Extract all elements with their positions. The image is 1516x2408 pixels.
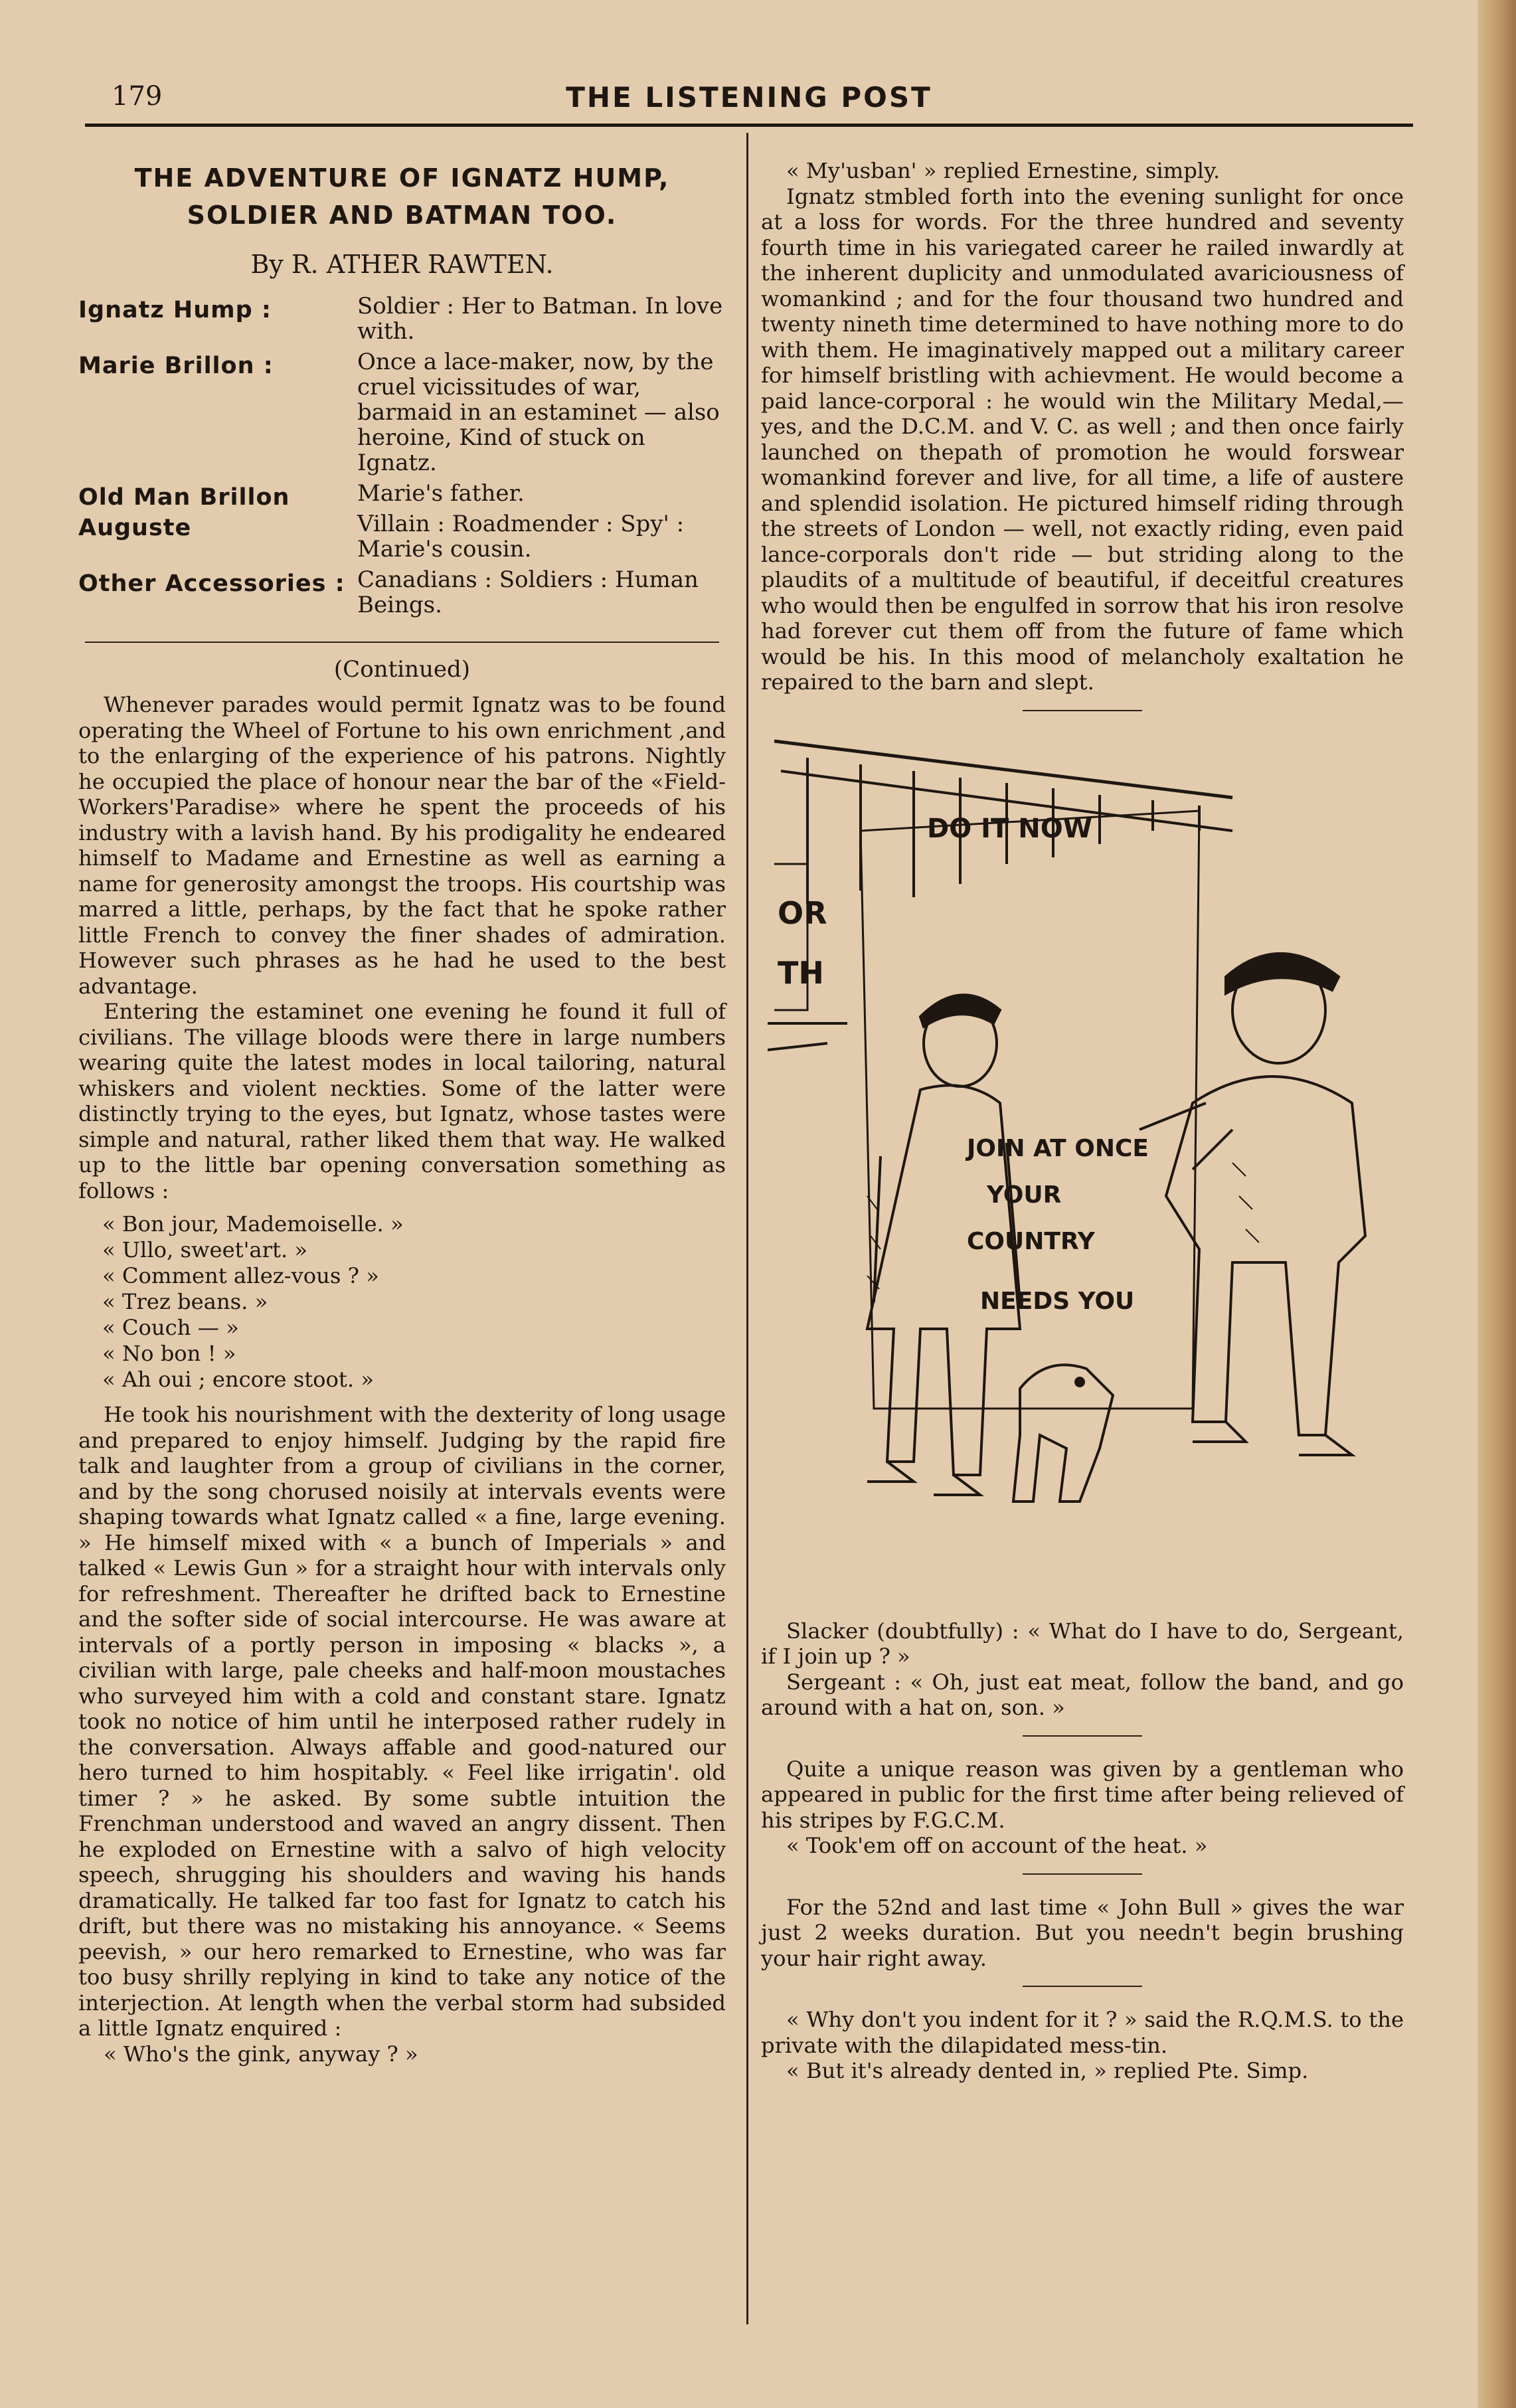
filler-paragraph: Quite a unique reason was given by a gentleman who appeared in public for the first time after being relieved of his stripes by F.G.C.M. [761,1756,1404,1833]
cast-row [78,567,726,623]
separator-rule [1023,710,1142,711]
filler-paragraph: « Took'em off on account of the heat. » [786,1833,1208,1858]
story-paragraph: Ignatz stmbled forth into the evening sunlight for once at a loss for words. For the three hundred and seventy fourth time in his variegated career he railed inwardly at the inherent duplicity and unmodulated avariciousness of womankind ; and for the four thousand two hundred and twenty nineth time determined to have nothing more to do with them. He imaginatively mapped out a military career for himself bristling with achievment. He would become a paid lance-corporal : he would win the Military Medal,— yes, and the D.C.M. and V. C. as well ; and then once fairly launched on thepath of promotion he would forswear womankind forever and live, for all time, a life of austere and splendid isolation. He pictured himself riding through the streets of London — well, not exactly riding, even paid lance-corporals don't ride — but striding along to the plaudits of a multitude of beautiful, if deceitful creatures who would then be engulfed in sorrow that his iron resolve had forever cut them off from the future of fame which would be his. In this mood of melancholy exaltation he repaired to the barn and slept. [761,183,1404,695]
cast-row [78,511,726,567]
story-title-line2: SOLDIER AND BATMAN TOO. [187,201,618,230]
dialogue-line: « No bon ! » [102,1341,236,1366]
poster-line5: NEEDS YOU [980,1287,1135,1315]
dialogue-line: « Bon jour, Mademoiselle. » [102,1211,404,1237]
dialogue-line: « Trez beans. » [102,1289,268,1314]
left-column [78,159,726,2067]
header-rule [85,124,1413,127]
cast-role: Marie Brillon : [78,353,274,379]
cast-desc: Canadians : Soldiers : Human Beings. [357,566,699,618]
right-column [761,158,1404,2084]
byline: By R. ATHER RAWTEN. [250,250,554,279]
cast-role: Ignatz Hump : [78,297,272,323]
poster-letters-left: OR [778,895,827,931]
story-paragraph: « My'usban' » replied Ernestine, simply. [786,158,1221,183]
recruiting-cartoon [768,731,1398,1614]
separator-rule [1023,1735,1142,1737]
cast-role: Auguste [78,515,192,541]
story-paragraph: Entering the estaminet one evening he found it full of civilians. The village bloods were there in large numbers wearing quite the latest modes in local tailoring, natural whiskers and violent neckties. Some of the latter were distinctly trying to the eyes, but Ignatz, whose tastes were simple and natural, rather liked them that way. He walked up to the little bar opening conversation something as follows : [78,999,726,1203]
dialogue-line: « Ullo, sweet'art. » [102,1237,308,1262]
filler-paragraph: For the 52nd and last time « John Bull » gives the war just 2 weeks duration. But you needn't begin brushing your hair right away. [761,1894,1404,1971]
cast-row [78,349,726,481]
cast-desc: Marie's father. [357,480,525,507]
page-edge [1477,0,1516,2408]
cast-row [78,294,726,349]
story-paragraph: He took his nourishment with the dexterity of long usage and prepared to enjoy himself. Judging by the rapid fire talk and laughter from a group of civilians in the corner, and by the song chorused noisily at intervals events were shaping towards what Ignatz called « a fine, large evening. » He himself mixed with « a bunch of Imperials » and talked « Lewis Gun » for a straight hour with intervals only for refreshment. Thereafter he drifted back to Ernestine and the softer side of social intercourse. He was aware at intervals of a portly person in imposing « blacks », a civilian with large, pale cheeks and half-moon moustaches who surveyed him with a cold and constant stare. Ignatz took no notice of him until he interposed rather rudely in the conversation. Always affable and good-natured our hero turned to him hospitably. « Feel like irrigatin'. old timer ? » he asked. By some subtle intuition the Frenchman understood and waved an angry dissent. Then he exploded on Ernestine with a salvo of high velocity speech, shrugging his shoulders and waving his hands dramatically. He talked far too fast for Ignatz to catch his drift, but there was no mistaking his annoyance. « Seems peevish, » our hero remarked to Ernestine, who was far too busy shrilly replying in kind to take any notice of the interjection. At length when the verbal storm had subsided a little Ignatz enquired : [78,1402,726,2041]
page-number: 179 [112,81,163,112]
dialogue-line: « Ah oui ; encore stoot. » [102,1367,374,1392]
poster-line3: YOUR [987,1181,1062,1209]
filler-paragraph: « But it's already dented in, » replied Pte. Simp. [786,2058,1309,2083]
cast-desc: Once a lace-maker, now, by the cruel vicissitudes of war, barmaid in an estaminet — also heroine, Kind of stuck on Ignatz. [357,349,720,476]
story-title-line1: THE ADVENTURE OF IGNATZ HUMP, [134,163,670,193]
cast-desc: Soldier : Her to Batman. In love with. [357,293,723,345]
cast-desc: Villain : Roadmender : Spy' : Marie's cousin. [357,511,685,562]
separator-rule [1023,1986,1142,1987]
dialogue-line: « Comment allez-vous ? » [102,1263,379,1288]
filler-paragraph: « Why don't you indent for it ? » said the R.Q.M.S. to the private with the dilapidated mess-tin. [761,2007,1404,2058]
journal-title: THE LISTENING POST [566,81,932,114]
story-title [78,159,726,234]
cartoon-caption: Sergeant : « Oh, just eat meat, follow the band, and go around with a hat on, son. » [761,1669,1404,1720]
separator-rule [1023,1873,1142,1875]
cast-role: Old Man Brillon [78,484,290,511]
story-paragraph: « Who's the gink, anyway ? » [104,2041,418,2067]
continued-label: (Continued) [333,656,471,683]
cartoon-caption: Slacker (doubtfully) : « What do I have to do, Sergeant, if I join up ? » [761,1618,1404,1669]
column-divider [746,133,748,2324]
story-paragraph: Whenever parades would permit Ignatz was to be found operating the Wheel of Fortune to his own enrichment ,and to the enlarging of the experience of his patrons. Nightly he occupied the place of honour near the bar of the «Field-Workers'Paradise» where he spent the proceeds of his industry with a lavish hand. By his prodigality he endeared himself to Madame and Ernestine as well as earning a name for generosity amongst the troops. His courtship was marred a little, perhaps, by the fact that he spoke rather little French to convey the finer shades of admiration. However such phrases as he had he used to the best advantage. [78,692,726,999]
cast-role: Other Accessories : [78,570,345,597]
poster-line2: JOIN AT ONCE [967,1134,1149,1162]
page-header [85,81,1413,121]
dialogue-block [102,1211,726,1393]
section-rule [85,642,719,643]
cast-list [78,294,726,623]
cast-row [78,481,726,511]
poster-line4: COUNTRY [967,1227,1095,1255]
poster-line1: DO IT NOW [927,813,1092,844]
poster-letters-left2: TH [778,954,824,991]
dialogue-line: « Couch — » [102,1315,239,1340]
